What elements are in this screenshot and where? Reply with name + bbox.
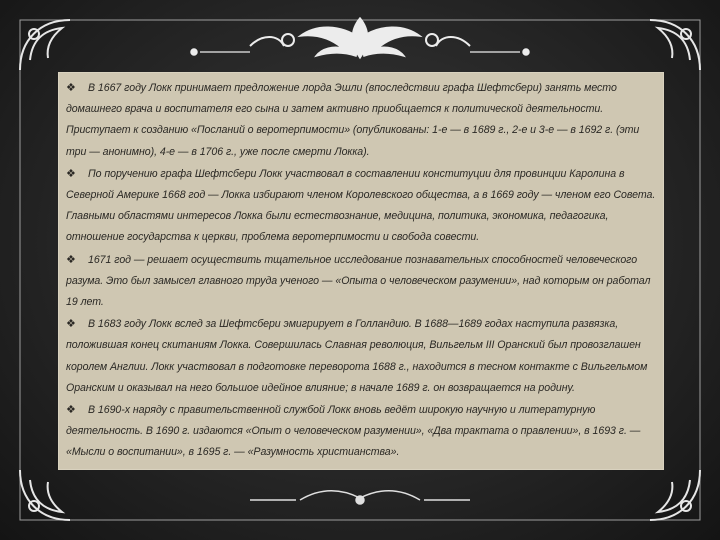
paragraph-1-text: В 1667 году Локк принимает предложение лорда Эшли (впоследствии графа Шефтсбери) занять место домашнего врача и воспитателя его сына и затем активно приобщается к политической деятельности. Приступает к созданию «Посланий о веротерпимости» (опубликованы: 1-е — в 1689 г., 2-е и 3-е — в 1692 г. (эти три — анонимно), 4-е — в 1706 г., уже после смерти Локка).	[66, 82, 640, 158]
paragraph-3	[66, 250, 656, 314]
paragraph-1	[66, 78, 656, 163]
paragraph-5	[66, 400, 656, 464]
paragraph-2-text: По поручению графа Шефтсбери Локк участвовал в составлении конституции для провинции Каролина в Северной Америке 1668 год — Локка избирают членом Королевского общества, а в 1669 году — членом его Совета. Главными областями интересов Локка были естествознание, медицина, политика, экономика, педагогика, отношение государства к церкви, проблема веротерпимости и свобода совести.	[66, 167, 656, 244]
diamond-bullet-icon: ❖	[66, 167, 76, 180]
paragraph-2	[66, 164, 656, 249]
paragraph-4-text: В 1683 году Локк вслед за Шефтсбери эмигрирует в Голландию. В 1688—1689 годах наступила развязка, положившая конец скитаниям Локка. Совершилась Славная революция, Вильгельм III Оранский был провозглашен королем Англии. Локк участвовал в подготовке переворота 1688 г., находится в тесном контакте с Вильгельмом Оранским и оказывал на него большое идейное влияние; в начале 1689 г. он возвращается на родину.	[66, 318, 648, 394]
slide-body	[66, 78, 656, 465]
diamond-bullet-icon: ❖	[66, 318, 76, 331]
bottom-center-ornament	[250, 491, 470, 504]
top-center-ornament	[191, 18, 529, 58]
corner-ornament-bottom-right	[650, 470, 700, 520]
paragraph-5-text: В 1690-х наряду с правительственной службой Локк вновь ведёт широкую научную и литературную деятельность. В 1690 г. издаются «Опыт о человеческом разумении», «Два трактата о правлении», в 1693 г. — «Мысли о воспитании», в 1695 г. — «Разумность христианства».	[66, 404, 641, 459]
corner-ornament-bottom-left	[20, 470, 70, 520]
paragraph-4	[66, 314, 656, 399]
corner-ornament-top-right	[650, 20, 700, 70]
paragraph-3-text: 1671 год — решает осуществить тщательное исследование познавательных способностей человеческого разума. Это был замысел главного труда ученого — «Опыта о человеческом разумении», над которым он работал 19 лет.	[66, 253, 651, 309]
corner-ornament-top-left	[20, 20, 70, 70]
diamond-bullet-icon: ❖	[66, 82, 76, 94]
text-panel	[58, 72, 664, 470]
diamond-bullet-icon: ❖	[66, 404, 76, 417]
diamond-bullet-icon: ❖	[66, 253, 76, 266]
